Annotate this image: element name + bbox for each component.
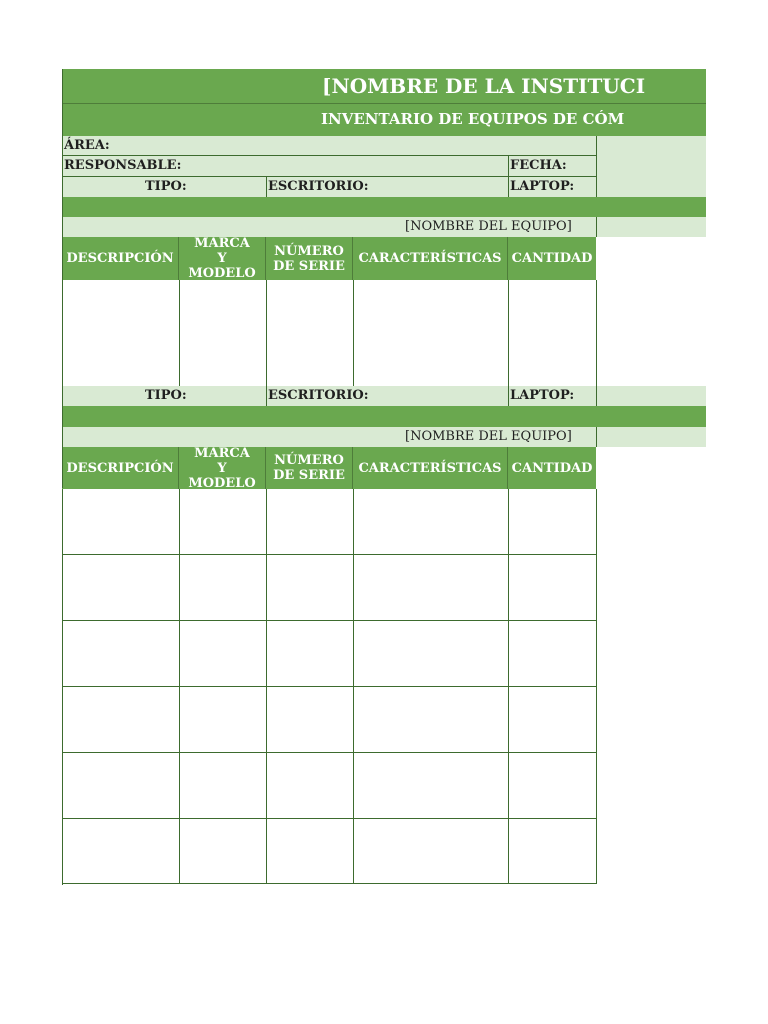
- table-body: [62, 280, 597, 387]
- inventory-subtitle: INVENTARIO DE EQUIPOS DE CÓM: [321, 110, 625, 128]
- divider: [596, 136, 597, 197]
- equipo-name: [NOMBRE DEL EQUIPO]: [405, 429, 572, 444]
- section-separator: [62, 197, 706, 217]
- col-cantidad: CANTIDAD: [511, 251, 593, 266]
- divider: [596, 280, 597, 387]
- table-row: [63, 554, 597, 555]
- col-caracteristicas: CARACTERÍSTICAS: [353, 447, 508, 489]
- col-marca-modelo: MARCA Y MODELO: [179, 237, 266, 280]
- tipo-label: TIPO:: [145, 388, 187, 403]
- table-body: [62, 489, 597, 885]
- tipo-label: TIPO:: [145, 179, 187, 194]
- escritorio-label: ESCRITORIO:: [268, 179, 369, 194]
- divider: [353, 280, 354, 387]
- col-numero-serie: NÚMERO DE SERIE: [266, 447, 353, 489]
- col-descripcion: DESCRIPCIÓN: [62, 447, 179, 489]
- divider: [596, 386, 597, 406]
- equipo-row: [62, 217, 706, 237]
- col-caracteristicas: CARACTERÍSTICAS: [353, 237, 508, 280]
- institution-title: [NOMBRE DE LA INSTITUCI: [322, 74, 646, 98]
- equipo-name: [NOMBRE DEL EQUIPO]: [405, 219, 572, 234]
- table-row: [63, 620, 597, 621]
- col-cantidad: CANTIDAD: [511, 460, 593, 476]
- divider: [62, 69, 63, 488]
- divider: [266, 176, 267, 197]
- laptop-label: LAPTOP:: [510, 388, 575, 403]
- escritorio-label: ESCRITORIO:: [268, 388, 369, 403]
- divider: [596, 427, 597, 447]
- divider: [508, 386, 509, 406]
- table-row: [63, 752, 597, 753]
- fecha-label: FECHA:: [510, 158, 567, 173]
- col-numero-serie: NÚMERO DE SERIE: [266, 237, 353, 280]
- divider: [266, 280, 267, 387]
- table-row: [63, 818, 597, 819]
- equipo-row: [62, 427, 706, 447]
- divider: [596, 217, 597, 237]
- col-descripcion: DESCRIPCIÓN: [62, 237, 179, 280]
- divider: [179, 280, 180, 387]
- area-label: ÁREA:: [64, 138, 110, 153]
- responsable-label: RESPONSABLE:: [64, 158, 182, 173]
- table-row: [63, 686, 597, 687]
- divider: [508, 280, 509, 387]
- divider: [266, 386, 267, 406]
- laptop-label: LAPTOP:: [510, 179, 575, 194]
- table-row: [63, 883, 597, 884]
- section-separator: [62, 406, 706, 427]
- table-row: [62, 280, 597, 387]
- col-marca-modelo: MARCA Y MODELO: [179, 447, 266, 489]
